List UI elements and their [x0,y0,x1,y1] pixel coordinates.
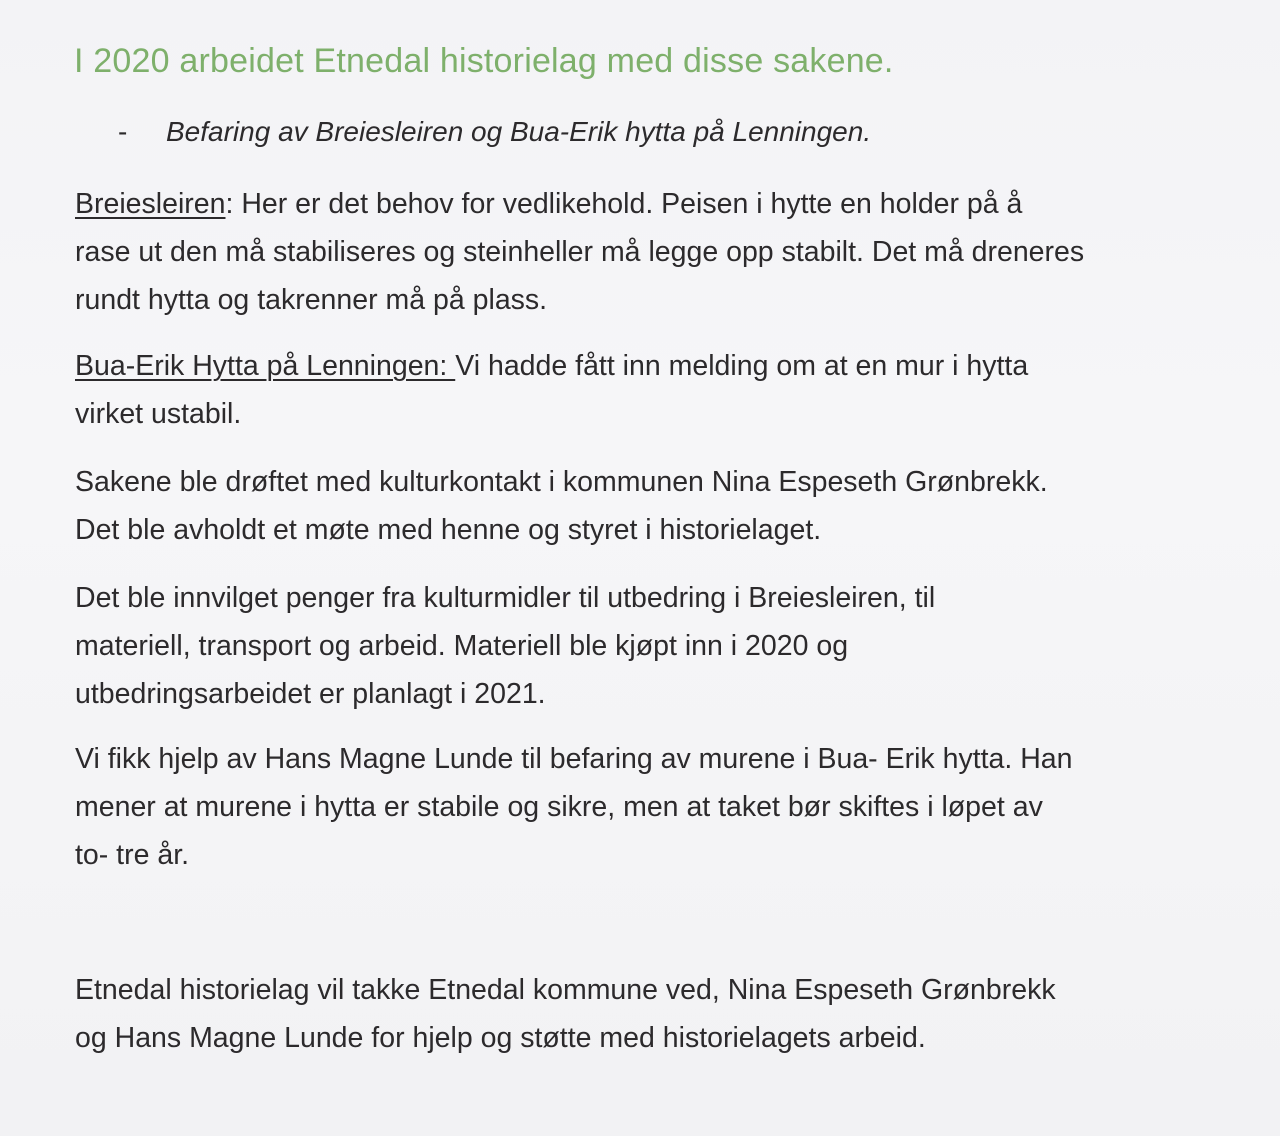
paragraph-line: Vi fikk hjelp av Hans Magne Lunde til befaring av murene i Bua- Erik hytta. Han [75,743,1073,775]
document-heading: I 2020 arbeidet Etnedal historielag med disse sakene. [74,42,894,80]
bullet-item [118,116,871,148]
paragraph-line: to- tre år. [75,839,190,871]
bullet-marker: - [118,116,128,147]
paragraph-bua-erik [75,342,1255,438]
paragraph-breiesleiren [75,180,1255,324]
paragraph-hjelp [75,735,1255,879]
underlined-label-bua-erik: Bua-Erik Hytta på Lenningen: [75,350,456,382]
paragraph-line: virket ustabil. [75,398,242,430]
paragraph-line: Sakene ble drøftet med kulturkontakt i kommunen Nina Espeseth Grønbrekk. [75,466,1048,498]
paragraph-line: Det ble avholdt et møte med henne og styret i historielaget. [75,514,822,546]
paragraph-line: og Hans Magne Lunde for hjelp og støtte med historielagets arbeid. [75,1022,926,1054]
paragraph-takk [75,966,1255,1062]
paragraph-text: : Her er det behov for vedlikehold. Peisen i hytte en holder på å [225,188,1023,220]
paragraph-sakene [75,458,1255,554]
paragraph-line [75,342,1255,390]
bullet-text: Befaring av Breiesleiren og Bua-Erik hytta på Lenningen. [166,116,872,147]
paragraph-line: utbedringsarbeidet er planlagt i 2021. [75,678,546,710]
paragraph-line: Det ble innvilget penger fra kulturmidler til utbedring i Breiesleiren, til [75,582,936,614]
paragraph-line: rase ut den må stabiliseres og steinheller må legge opp stabilt. Det må dreneres [75,236,1085,268]
paragraph-line: Etnedal historielag vil takke Etnedal kommune ved, Nina Espeseth Grønbrekk [75,974,1056,1006]
paragraph-penger [75,574,1255,718]
paragraph-line: materiell, transport og arbeid. Materiell ble kjøpt inn i 2020 og [75,630,849,662]
underlined-label-breiesleiren: Breiesleiren [75,188,226,220]
paragraph-line: rundt hytta og takrenner må på plass. [75,284,548,316]
paragraph-text: Vi hadde fått inn melding om at en mur i hytta [455,350,1029,382]
paragraph-line [75,180,1255,228]
paragraph-line: mener at murene i hytta er stabile og sikre, men at taket bør skiftes i løpet av [75,791,1043,823]
